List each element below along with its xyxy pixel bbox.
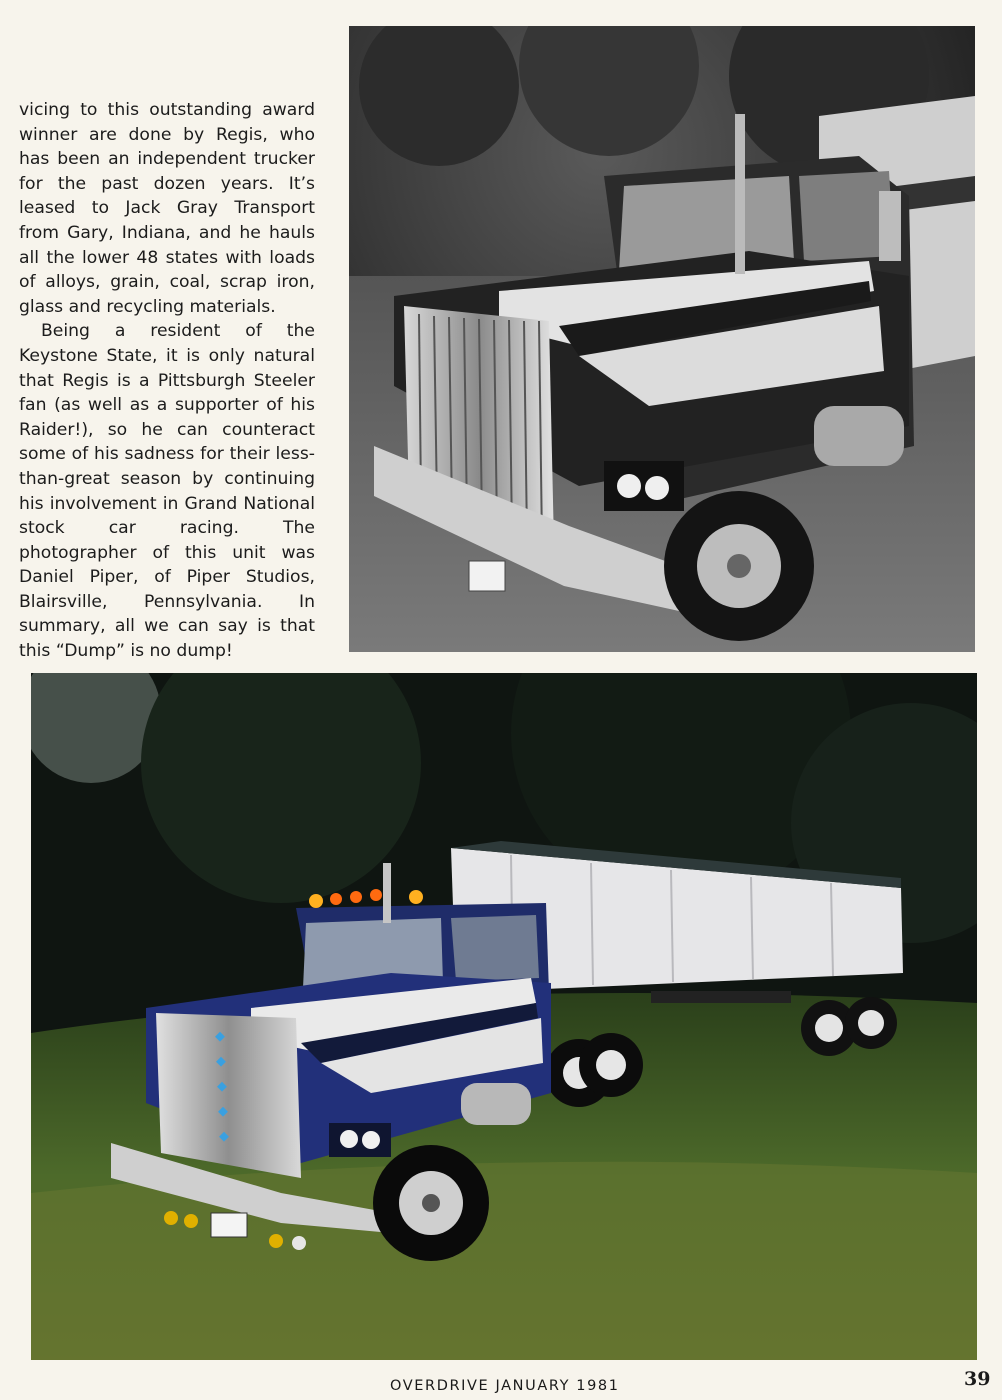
truck-cab-photo-bw bbox=[349, 26, 975, 652]
publication-footer: OVERDRIVE JANUARY 1981 bbox=[390, 1378, 620, 1394]
truck-and-trailer-photo-color bbox=[31, 673, 977, 1360]
article-text-column bbox=[19, 98, 315, 664]
article-paragraph-1: vicing to this outstanding award winner are done by Regis, who has been an independent trucker for the past dozen years. It’s leased to Jack Gray Transport from Gary, Indiana, and he hauls all the lower 48 states with loads of alloys, grain, coal, scrap iron, glass and recycling materials. bbox=[19, 100, 315, 317]
article-paragraph-2: Being a resident of the Keystone State, it is only natural that Regis is a Pittsburgh Steeler fan (as well as a supporter of his Raider!), so he can counteract some of his sadness for their less-than-great season by continuing his involvement in Grand National stock car racing. The photographer of this unit was Daniel Piper, of Piper Studios, Blairsville, Pennsylvania. In summary, all we can say is that this “Dump” is no dump! bbox=[19, 321, 315, 662]
page-number: 39 bbox=[964, 1368, 991, 1390]
